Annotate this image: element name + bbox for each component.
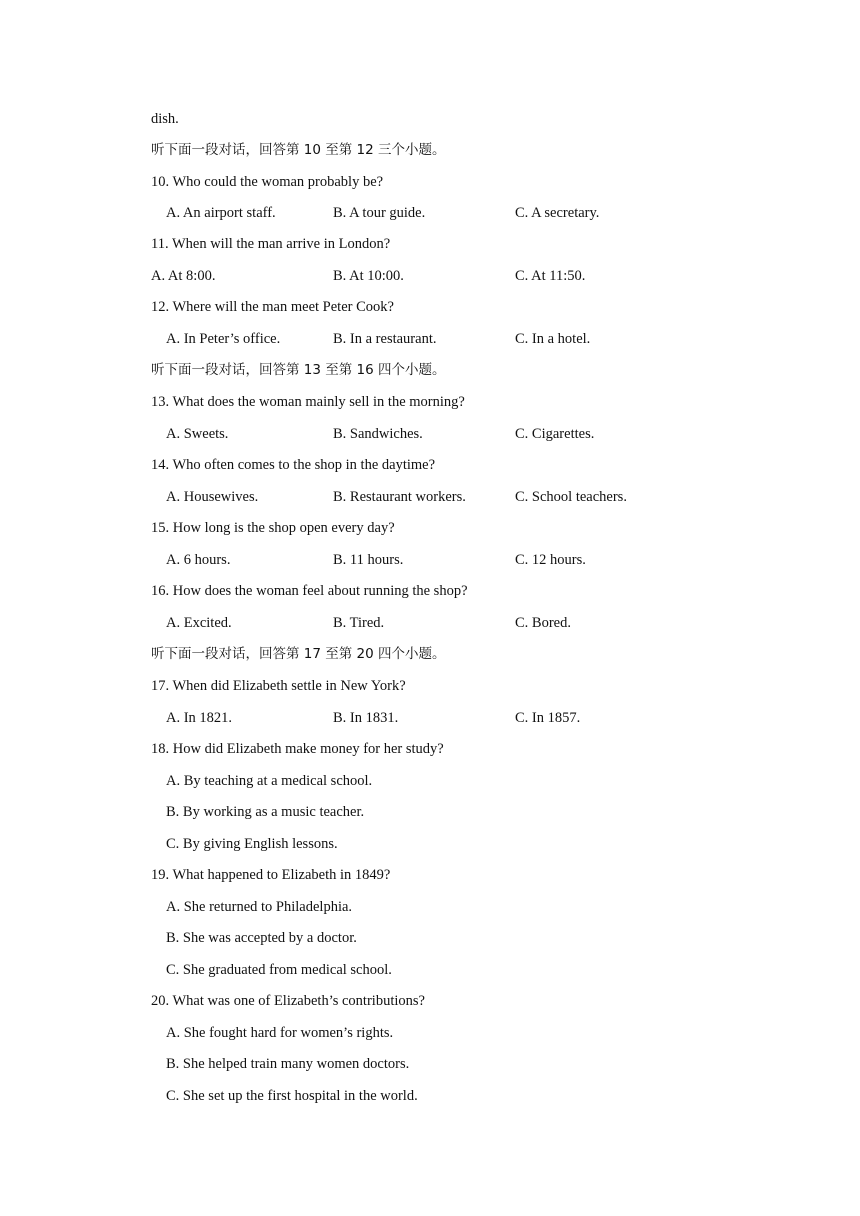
question-18-option-b: B. By working as a music teacher. xyxy=(166,804,365,820)
question-14-option-c: C. School teachers. xyxy=(515,489,627,505)
question-11-option-a: A. At 8:00. xyxy=(151,268,216,284)
question-18-option-c: C. By giving English lessons. xyxy=(166,836,338,852)
question-20: 20. What was one of Elizabeth’s contributions? xyxy=(151,993,425,1009)
question-16-option-a: A. Excited. xyxy=(166,615,232,631)
question-19-option-b: B. She was accepted by a doctor. xyxy=(166,930,357,946)
question-13-option-b: B. Sandwiches. xyxy=(333,426,423,442)
question-18-option-a: A. By teaching at a medical school. xyxy=(166,773,373,789)
question-11: 11. When will the man arrive in London? xyxy=(151,236,391,252)
question-17-option-c: C. In 1857. xyxy=(515,710,581,726)
section-instruction-13-16: 听下面一段对话，回答第 13 至第 16 四个小题。 xyxy=(151,362,446,378)
question-12-option-c: C. In a hotel. xyxy=(515,331,591,347)
question-16-option-c: C. Bored. xyxy=(515,615,571,631)
question-16-option-b: B. Tired. xyxy=(333,615,385,631)
question-20-option-b: B. She helped train many women doctors. xyxy=(166,1056,410,1072)
question-13-option-a: A. Sweets. xyxy=(166,426,229,442)
question-12: 12. Where will the man meet Peter Cook? xyxy=(151,299,394,315)
question-14-option-b: B. Restaurant workers. xyxy=(333,489,466,505)
question-17: 17. When did Elizabeth settle in New York? xyxy=(151,678,406,694)
question-15-option-b: B. 11 hours. xyxy=(333,552,404,568)
question-19-option-c: C. She graduated from medical school. xyxy=(166,962,392,978)
question-15-option-a: A. 6 hours. xyxy=(166,552,231,568)
question-20-option-a: A. She fought hard for women’s rights. xyxy=(166,1025,394,1041)
question-15-option-c: C. 12 hours. xyxy=(515,552,586,568)
question-20-option-c: C. She set up the first hospital in the world. xyxy=(166,1088,418,1104)
question-10-option-b: B. A tour guide. xyxy=(333,205,426,221)
question-17-option-a: A. In 1821. xyxy=(166,710,233,726)
question-18: 18. How did Elizabeth make money for her study? xyxy=(151,741,444,757)
question-19-option-a: A. She returned to Philadelphia. xyxy=(166,899,353,915)
question-10-option-c: C. A secretary. xyxy=(515,205,600,221)
question-12-option-b: B. In a restaurant. xyxy=(333,331,437,347)
question-14-option-a: A. Housewives. xyxy=(166,489,259,505)
question-11-option-c: C. At 11:50. xyxy=(515,268,586,284)
question-10: 10. Who could the woman probably be? xyxy=(151,174,384,190)
question-17-option-b: B. In 1831. xyxy=(333,710,399,726)
question-15: 15. How long is the shop open every day? xyxy=(151,520,395,536)
question-14: 14. Who often comes to the shop in the daytime? xyxy=(151,457,436,473)
section-instruction-17-20: 听下面一段对话，回答第 17 至第 20 四个小题。 xyxy=(151,646,446,662)
question-13: 13. What does the woman mainly sell in the morning? xyxy=(151,394,465,410)
question-12-option-a: A. In Peter’s office. xyxy=(166,331,281,347)
question-19: 19. What happened to Elizabeth in 1849? xyxy=(151,867,391,883)
continued-text: dish. xyxy=(151,111,179,127)
question-16: 16. How does the woman feel about running the shop? xyxy=(151,583,468,599)
question-13-option-c: C. Cigarettes. xyxy=(515,426,595,442)
question-10-option-a: A. An airport staff. xyxy=(166,205,276,221)
question-11-option-b: B. At 10:00. xyxy=(333,268,404,284)
section-instruction-10-12: 听下面一段对话，回答第 10 至第 12 三个小题。 xyxy=(151,142,446,158)
